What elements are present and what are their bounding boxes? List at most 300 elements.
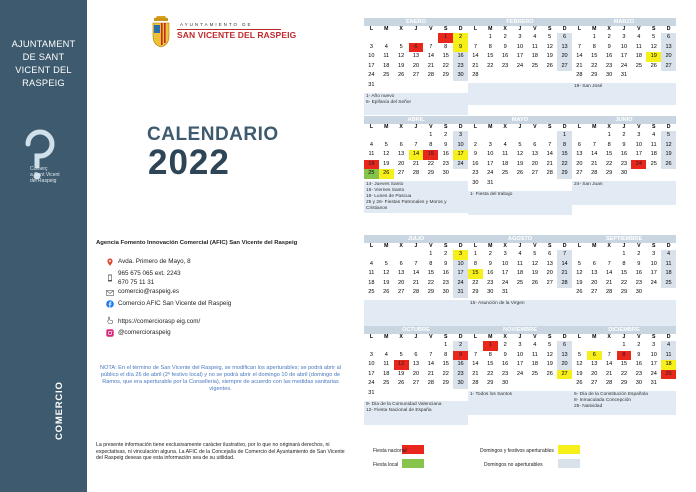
day-cell: 19 [661,150,676,160]
empty-cell [409,33,424,43]
day-name: D [666,243,671,249]
day-cell: 21 [412,160,420,167]
day-cell: 25 [635,62,642,69]
day-cell: 7 [577,43,581,50]
day-cell: 13 [661,43,676,53]
day-name: V [637,124,641,130]
day-cell: 11 [661,351,676,361]
day-cell: 30 [635,289,642,296]
day-cell: 10 [516,43,524,50]
day-grid [572,33,676,81]
empty-cell [379,33,394,43]
day-cell: 25 [661,370,676,380]
day-cell: 17 [368,62,375,69]
day-cell: 16 [472,160,479,167]
day-cell: 21 [591,160,598,167]
day-name: D [458,334,463,340]
instagram-link[interactable]: @comercioraspeig [118,329,171,336]
day-name: J [622,334,626,340]
day-cell: 14 [409,150,424,160]
day-cell: 12 [531,260,538,267]
day-name: L [473,26,477,32]
day-name: D [458,124,463,130]
comercio-logo-icon [16,126,78,196]
day-grid [468,33,572,81]
day-cell: 21 [427,370,434,377]
day-cell: 31 [620,72,628,79]
day-cell: 5 [533,251,537,257]
day-cell: 8 [592,43,596,50]
day-cell: 18 [383,370,390,377]
day-cell: 15 [468,269,483,279]
empty-cell [394,250,409,260]
day-name: X [503,124,507,130]
holiday-list [572,83,676,105]
month-abril [364,116,468,213]
empty-cell [587,131,602,141]
day-names [364,124,468,131]
day-cell: 28 [472,380,479,387]
day-cell: 15 [487,53,494,60]
day-name: L [577,334,581,340]
day-cell: 8 [607,141,611,148]
day-cell: 24 [368,72,375,79]
day-cell: 2 [622,132,626,138]
day-name: J [518,334,522,340]
day-name: X [503,334,507,340]
day-cell: 19 [646,52,661,62]
day-cell: 21 [606,370,613,377]
day-name: X [399,334,403,340]
day-cell: 23 [442,279,449,286]
holiday-item: 24- San Juan [574,181,603,187]
day-cell: 17 [635,151,642,158]
day-cell: 28 [546,170,553,177]
day-grid [572,131,676,179]
day-name: D [562,243,567,249]
day-cell: 12 [546,43,553,50]
day-cell: 13 [576,151,583,158]
day-cell: 2 [453,33,468,43]
empty-cell [602,341,617,351]
phone-1: 965 675 065 ext. 2243 [118,270,181,277]
day-cell: 19 [546,361,553,368]
day-cell: 20 [546,270,553,277]
day-name: L [577,26,581,32]
day-name: V [533,26,537,32]
day-cell: 22 [620,370,628,377]
day-cell: 17 [368,370,375,377]
day-name: L [369,243,373,249]
month-julio [364,235,468,326]
day-cell: 14 [546,151,553,158]
empty-cell [423,33,438,43]
day-names [364,334,468,341]
empty-cell [572,250,587,260]
day-name: V [429,334,433,340]
empty-cell [542,131,557,141]
holiday-list [572,391,676,415]
day-cell: 4 [384,43,388,50]
day-cell: 23 [635,279,642,286]
month-febrero [468,18,572,105]
day-cell: 27 [398,289,405,296]
day-cell: 29 [591,72,598,79]
holiday-list [468,391,572,415]
day-cell: 5 [399,43,403,50]
day-cell: 6 [587,351,602,361]
day-cell: 22 [606,160,613,167]
day-cell: 10 [487,151,494,158]
day-cell: 3 [488,141,492,148]
day-cell: 31 [502,289,509,296]
day-cell: 8 [429,141,433,148]
day-cell: 6 [399,260,403,267]
day-cell: 1 [429,251,433,257]
day-cell: 25 [531,370,538,377]
day-cell: 16 [635,270,642,277]
day-name: X [399,124,403,130]
day-grid [468,341,572,389]
day-name: D [562,26,567,32]
day-cell: 15 [487,361,494,368]
day-cell: 7 [557,250,572,260]
day-cell: 10 [368,53,375,60]
day-cell: 3 [652,251,656,257]
day-name: J [622,26,626,32]
day-cell: 13 [591,361,598,368]
day-cell: 7 [473,43,477,50]
day-cell: 21 [557,269,572,279]
day-name: S [547,26,552,32]
day-cell: 17 [650,270,657,277]
day-cell: 30 [635,380,642,387]
day-cell: 21 [546,160,553,167]
day-cell: 14 [427,53,434,60]
day-cell: 11 [531,43,538,50]
empty-cell [394,33,409,43]
day-cell: 1 [488,34,492,40]
holiday-list [468,191,572,215]
day-cell: 11 [531,351,538,358]
day-cell: 18 [531,361,538,368]
day-cell: 5 [384,141,388,148]
website-link[interactable]: https://comerciorasp eig.com/ [118,318,201,325]
day-cell: 9 [444,260,448,267]
day-cell: 28 [606,289,613,296]
sidebar-title-line: RASPEIG [22,78,65,88]
day-cell: 6 [548,251,552,257]
day-cell: 27 [412,72,420,79]
day-cell: 27 [398,170,405,177]
day-cell: 21 [412,279,420,286]
day-cell: 13 [591,270,598,277]
day-cell: 10 [650,260,657,267]
day-cell: 16 [606,53,613,60]
day-cell: 24 [516,370,524,377]
legend-no-aperturable: Domingos no aperturables [484,462,543,468]
note-text: NOTA: En el término de San Vicente del Raspeig, se modifican los aperturables; se podrá abrir al público el día 26 de abril (2º festivo local) y no se podrá abrir el domingo 10 de abril (domingo de Ramos, que era aperturable por la Conselleria), siempre de acuerdo con las medidas sanitarias vigentes. [99,365,342,392]
day-cell: 8 [444,351,448,358]
day-name: J [414,243,418,249]
day-cell: 4 [384,351,388,358]
day-name: J [414,26,418,32]
day-cell: 23 [502,370,509,377]
day-cell: 12 [383,270,390,277]
day-cell: 15 [423,150,438,160]
day-cell: 26 [383,289,390,296]
day-cell: 1 [429,132,433,138]
day-name: V [637,334,641,340]
day-cell: 23 [453,370,468,380]
day-cell: 9 [637,351,641,358]
day-cell: 22 [557,160,572,170]
day-cell: 14 [557,260,572,270]
holiday-list [468,83,572,105]
facebook-link[interactable]: Comercio AFIC San Vicente del Raspeig [118,300,232,307]
month-header: MAYO [468,116,572,124]
day-cell: 27 [557,370,572,380]
day-cell: 9 [503,351,507,358]
day-name: J [414,124,418,130]
day-cell: 27 [591,380,598,387]
day-cell: 8 [429,260,433,267]
day-cell: 6 [557,341,572,351]
day-cell: 5 [399,351,403,358]
day-cell: 23 [472,170,479,177]
day-cell: 7 [414,260,418,267]
empty-cell [587,341,602,351]
day-name: J [518,26,522,32]
day-cell: 28 [591,170,598,177]
day-cell: 4 [652,132,656,138]
day-cell: 11 [650,141,657,148]
day-name: S [651,243,656,249]
email-link[interactable]: comercio@raspeig.es [118,288,179,295]
day-names [572,334,676,341]
sidebar-title-line: AJUNTAMENT [11,39,76,49]
facebook-icon [106,300,114,308]
day-cell: 17 [620,53,628,60]
day-cell: 14 [606,361,613,368]
day-cell: 25 [383,380,390,387]
day-cell: 19 [398,370,405,377]
day-cell: 10 [453,141,468,151]
day-cell: 4 [661,341,676,351]
holiday-list [364,181,468,213]
day-cell: 3 [652,342,656,348]
day-cell: 1 [557,131,572,141]
day-cell: 4 [369,141,373,148]
day-cell: 31 [368,389,375,396]
day-cell: 27 [531,170,538,177]
empty-cell [379,131,394,141]
day-cell: 24 [650,370,657,377]
day-cell: 9 [637,260,641,267]
day-cell: 1 [592,34,596,40]
holiday-item: 18- Lunes de Pascua [366,193,412,199]
day-cell: 3 [369,43,373,50]
holiday-item: 25- Natividad [574,403,603,409]
day-name: S [651,124,656,130]
day-cell: 22 [472,279,479,286]
day-cell: 13 [531,151,538,158]
day-name: D [562,124,567,130]
day-name: S [547,124,552,130]
day-name: L [473,124,477,130]
day-cell: 9 [453,351,468,361]
day-cell: 25 [383,72,390,79]
day-cell: 29 [606,170,613,177]
day-cell: 16 [502,361,509,368]
day-cell: 25 [502,170,509,177]
day-cell: 2 [488,251,492,257]
day-cell: 2 [637,251,641,257]
empty-cell [364,250,379,260]
day-cell: 26 [546,62,553,69]
sidebar-title-line: VICENT DEL [15,65,72,75]
day-cell: 25 [516,279,524,286]
day-cell: 18 [531,53,538,60]
day-cell: 18 [635,53,642,60]
day-cell: 3 [369,351,373,358]
sidebar-title [0,38,87,90]
month-octubre [364,326,468,425]
day-name: V [429,124,433,130]
day-cell: 14 [427,361,434,368]
holiday-item: 15- Asunción de la Virgen [470,300,525,306]
holiday-item: 6- Epifanía del Señor [366,99,412,105]
day-cell: 9 [453,43,468,53]
day-cell: 18 [650,151,657,158]
day-cell: 26 [398,380,405,387]
day-cell: 28 [472,72,479,79]
day-name: S [651,334,656,340]
disclaimer-text: La presente información tiene exclusivamente carácter ilustrativo, por lo que no originará derechos, ni expectativas, ni vinculación alguna. La AFIC de la Concejalía de Comercio del Ayuntamiento de San Vicente del Raspeig deseas que esta información sea de su utilidad. [96,442,345,462]
empty-cell [394,341,409,351]
day-cell: 22 [487,62,494,69]
day-name: S [547,334,552,340]
holiday-item: 25 y 26- Fiestas Patronales y Moros y Cristianos [366,199,447,211]
day-cell: 5 [384,260,388,267]
day-cell: 12 [650,43,657,50]
holiday-item: 1- Todos los Santos [470,391,513,397]
day-cell: 24 [620,62,628,69]
day-cell: 25 [368,289,375,296]
holiday-item: 1- Fiesta del trabajo [470,191,513,197]
day-name: X [503,243,507,249]
day-cell: 30 [487,289,494,296]
day-cell: 24 [516,62,524,69]
day-cell: 9 [503,43,507,50]
day-cell: 19 [576,279,583,286]
day-cell: 15 [557,150,572,160]
calendar-title: CALENDARIO [147,124,279,145]
day-names [572,243,676,250]
day-cell: 29 [427,289,434,296]
day-cell: 5 [548,34,552,40]
day-cell: 23 [606,62,613,69]
day-cell: 6 [592,260,596,267]
day-cell: 29 [620,380,628,387]
day-name: L [577,243,581,249]
day-cell: 6 [409,43,424,53]
empty-cell [602,250,617,260]
day-cell: 24 [502,279,509,286]
day-name: D [562,334,567,340]
day-name: M [384,243,389,249]
day-cell: 30 [620,170,628,177]
day-name: J [622,243,626,249]
month-header: NOVIEMBRE [468,326,572,334]
month-septiembre [572,235,676,326]
day-cell: 23 [620,160,628,167]
empty-cell [572,33,587,43]
day-cell: 13 [557,43,572,53]
day-cell: 18 [502,160,509,167]
day-cell: 29 [427,170,434,177]
day-cell: 26 [650,62,657,69]
day-cell: 11 [368,270,375,277]
day-cell: 29 [442,72,449,79]
day-cell: 3 [518,342,522,348]
day-grid [572,250,676,298]
day-cell: 19 [576,370,583,377]
day-cell: 12 [383,151,390,158]
day-cell: 12 [394,360,409,370]
day-cell: 12 [398,53,405,60]
holiday-item: 12- Fiesta Nacional de España [366,407,432,413]
holiday-list [364,93,468,115]
day-cell: 16 [502,53,509,60]
day-cell: 16 [620,151,628,158]
day-name: M [384,334,389,340]
day-cell: 11 [383,361,390,368]
logo-text-line: a Sant Vicent [30,172,60,178]
logo-text [30,166,60,184]
day-name: L [473,334,477,340]
day-cell: 2 [503,34,507,40]
day-cell: 4 [518,251,522,257]
empty-cell [379,341,394,351]
day-cell: 19 [383,279,390,286]
day-name: S [547,243,552,249]
day-cell: 17 [502,270,509,277]
day-cell: 13 [412,53,420,60]
day-cell: 13 [412,361,420,368]
month-header: FEBRERO [468,18,572,26]
day-name: J [414,334,418,340]
day-cell: 30 [502,380,509,387]
day-cell: 15 [591,53,598,60]
day-cell: 15 [442,53,449,60]
day-cell: 10 [453,260,468,270]
holiday-item: 8- Inmaculada Concepción [574,397,632,403]
empty-cell [572,131,587,141]
location-pin-icon [106,258,114,266]
day-name: M [488,243,493,249]
day-name: M [592,334,597,340]
day-cell: 28 [412,170,420,177]
day-cell: 17 [487,160,494,167]
day-cell: 9 [473,151,477,158]
coat-of-arms-icon [150,16,172,48]
day-cell: 25 [661,279,676,289]
day-name: L [369,26,373,32]
day-cell: 31 [368,81,375,88]
sidebar-vertical-label: COMERCIO [54,381,65,440]
address: Avda. Primero de Mayo, 8 [118,258,191,265]
